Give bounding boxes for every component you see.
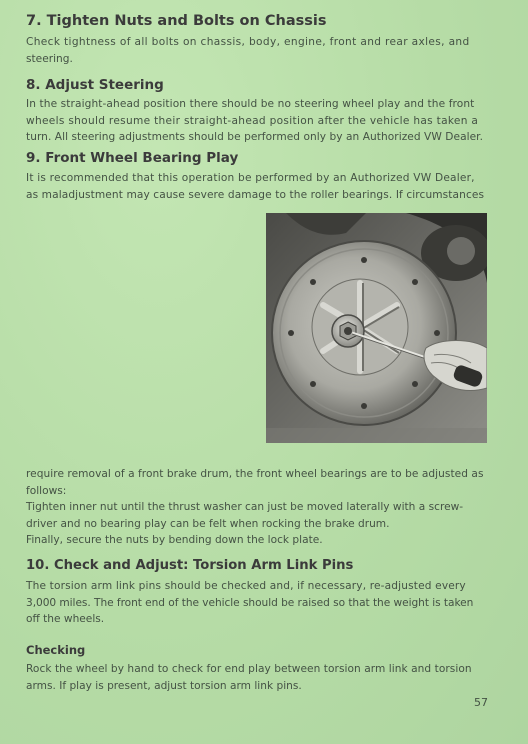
text-line: Tighten inner nut until the thrust washer can just be moved laterally with a screw- <box>26 501 464 513</box>
heading-tighten-nuts: 7. Tighten Nuts and Bolts on Chassis <box>26 13 327 29</box>
text-line: driver and no bearing play can be felt when rocking the brake drum. <box>26 517 390 530</box>
paragraph-tighten-nuts <box>26 34 470 67</box>
text-line: follows: <box>26 484 67 497</box>
text-line: 3,000 miles. The front end of the vehicle should be raised so that the weight is taken <box>26 596 474 609</box>
paragraph-wheel-bearing-bottom <box>26 466 484 549</box>
paragraph-torsion-arm <box>26 578 473 628</box>
text-line: turn. All steering adjustments should be performed only by an Authorized VW Dealer. <box>26 131 484 143</box>
text-line: The torsion arm link pins should be checked and, if necessary, re-adjusted every <box>26 580 466 592</box>
text-line: as maladjustment may cause severe damage to the roller bearings. If circumstances <box>26 188 485 201</box>
text-line: It is recommended that this operation be performed by an Authorized VW Dealer, <box>26 172 475 184</box>
heading-adjust-steering: 8. Adjust Steering <box>26 77 164 93</box>
heading-torsion-arm: 10. Check and Adjust: Torsion Arm Link Pins <box>26 558 354 573</box>
text-line: require removal of a front brake drum, the front wheel bearings are to be adjusted as <box>26 468 484 480</box>
text-line: In the straight-ahead position there should be no steering wheel play and the front <box>26 98 475 110</box>
text-line: Check tightness of all bolts on chassis, body, engine, front and rear axles, and <box>26 36 470 48</box>
text-line: arms. If play is present, adjust torsion arm link pins. <box>26 679 302 692</box>
text-line: Finally, secure the nuts by bending down the lock plate. <box>26 534 323 546</box>
heading-wheel-bearing: 9. Front Wheel Bearing Play <box>26 150 239 166</box>
page-number: 57 <box>474 696 488 709</box>
brake-drum-photo <box>266 213 487 443</box>
text-line: off the wheels. <box>26 613 105 625</box>
paragraph-checking <box>26 661 472 694</box>
text-line: wheels should resume their straight-ahead position after the vehicle has taken a <box>26 114 479 127</box>
brake-drum-illustration <box>266 213 487 443</box>
text-line: steering. <box>26 52 73 65</box>
paragraph-adjust-steering <box>26 96 483 146</box>
text-line: Rock the wheel by hand to check for end play between torsion arm link and torsion <box>26 663 472 675</box>
subheading-checking: Checking <box>26 643 86 657</box>
paragraph-wheel-bearing-top <box>26 170 484 203</box>
